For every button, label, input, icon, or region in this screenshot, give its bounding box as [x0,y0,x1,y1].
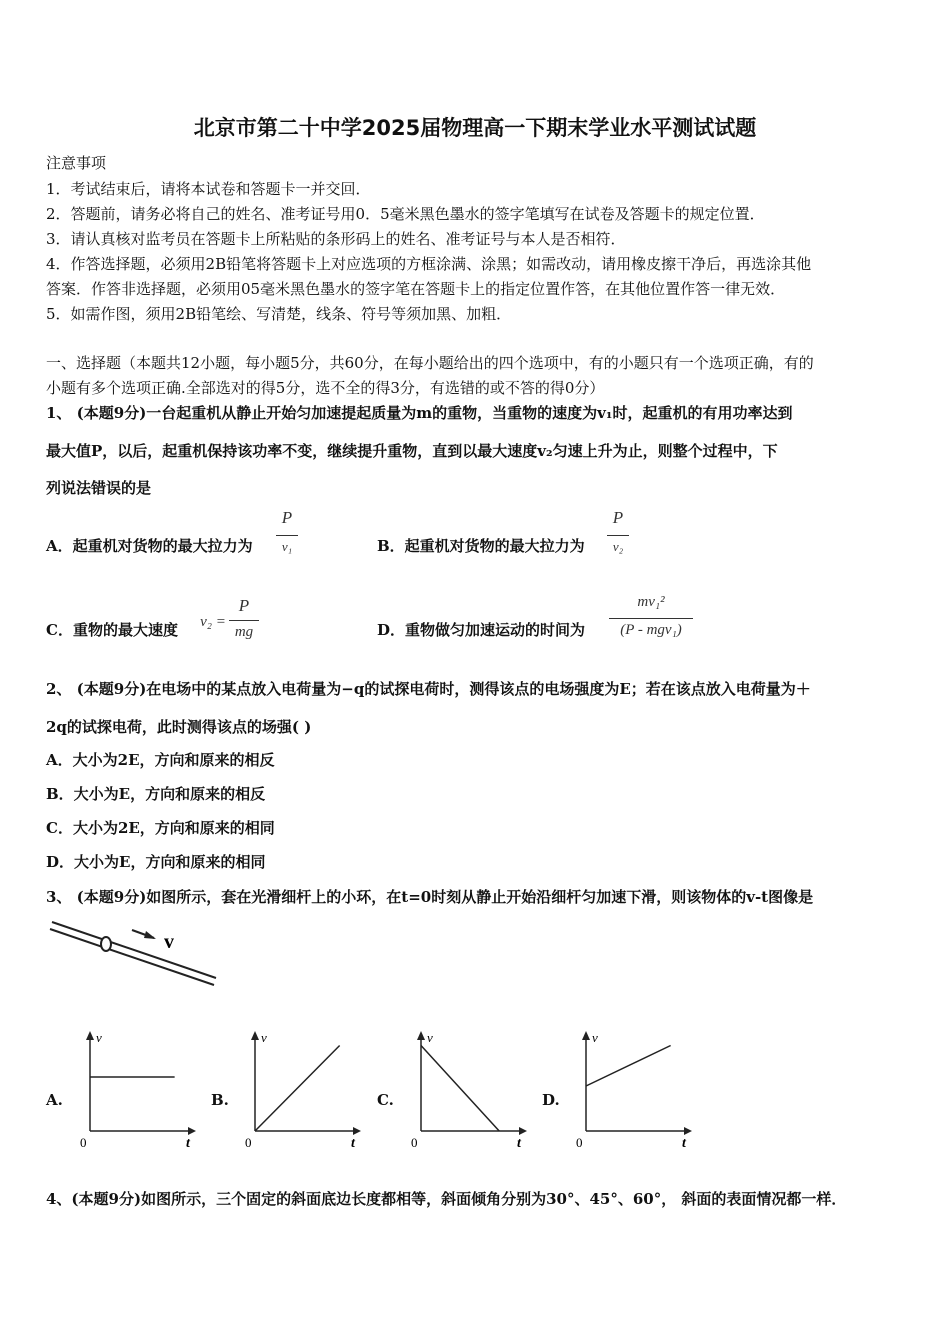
x-axis-arrow-icon [519,1127,527,1135]
section-heading-cont: 小题有多个选项正确.全部选对的得5分，选不全的得3分，有选错的或不答的得0分） [46,379,605,397]
q3-rod-figure [48,918,220,988]
vt-line [421,1046,499,1132]
y-axis-label: v [592,1030,598,1045]
y-axis-arrow-icon [417,1031,425,1040]
q1-stem: 最大值P，以后，起重机保持该功率不变，继续提升重物，直到以最大速度v₂匀速上升为止，则整个过程中，下 [46,442,778,460]
notice-item: 5．如需作图，须用2B铅笔绘、写清楚，线条、符号等须加黑、加粗． [46,305,512,323]
y-axis-arrow-icon [582,1031,590,1040]
x-axis-arrow-icon [353,1127,361,1135]
origin-label: 0 [576,1135,583,1150]
q3-vt-graph [574,1028,694,1150]
notice-item: 1．考试结束后，请将本试卷和答题卡一并交回． [46,180,371,198]
velocity-label: v [164,931,174,953]
y-axis-arrow-icon [86,1031,94,1040]
q1-option-a: A．起重机对货物的最大拉力为 [46,537,253,555]
q3-option-label: A. [46,1091,63,1109]
x-axis-label: t [186,1136,190,1150]
x-axis-arrow-icon [684,1127,692,1135]
origin-label: 0 [411,1135,418,1150]
vt-line [586,1046,671,1087]
x-axis-arrow-icon [188,1127,196,1135]
q1-option-c-lhs: v₂ = [200,614,226,630]
notice-item: 答案．作答非选择题，必须用05毫米黑色墨水的签字笔在答题卡上的指定位置作答，在其他位置作答一律无效． [46,280,786,298]
q3-option-label: C. [377,1091,394,1109]
q1-option-d-fraction: mv₁² (P - mgv₁) [609,594,693,650]
q2-stem: 2q的试探电荷，此时测得该点的场强( ) [46,718,312,736]
x-axis-label: t [682,1136,686,1150]
q1-option-b: B．起重机对货物的最大拉力为 [377,537,585,555]
q4-stem: 4、(本题9分)如图所示，三个固定的斜面底边长度都相等，斜面倾角分别为30°、45°、60°， 斜面的表面情况都一样． [46,1190,847,1208]
q2-option-b: B．大小为E，方向和原来的相反 [46,785,266,803]
q3-option-label: B. [211,1091,229,1109]
section-heading: 一、选择题（本题共12小题，每小题5分，共60分，在每小题给出的四个选项中，有的小题只有一个选项正确，有的 [46,354,814,372]
notice-heading: 注意事项 [46,154,107,172]
x-axis-label: t [517,1136,521,1150]
page-title: 北京市第二十中学2025届物理高一下期末学业水平测试试题 [193,116,757,140]
y-axis-label: v [96,1030,102,1045]
q3-vt-graph [409,1028,529,1150]
q3-stem: 3、 (本题9分)如图所示，套在光滑细杆上的小环，在t=0时刻从静止开始沿细杆匀加速下滑，则该物体的v-t图像是 [46,888,814,906]
origin-label: 0 [245,1135,252,1150]
q1-option-d: D．重物做匀加速运动的时间为 [377,621,586,639]
notice-item: 4．作答选择题，必须用2B铅笔将答题卡上对应选项的方框涂满、涂黑；如需改动，请用橡皮擦干净后，再选涂其他 [46,255,812,273]
q1-option-c: C．重物的最大速度 [46,621,178,639]
q1-option-b-fraction: P v₂ [607,508,629,558]
x-axis-label: t [351,1136,355,1150]
y-axis-arrow-icon [251,1031,259,1040]
q1-stem: 列说法错误的是 [46,479,152,497]
vt-line [255,1046,340,1132]
notice-item: 3．请认真核对监考员在答题卡上所粘贴的条形码上的姓名、准考证号与本人是否相符． [46,230,626,248]
q1-option-a-fraction: P v₁ [276,508,298,558]
q3-vt-graph [243,1028,363,1150]
q2-option-d: D．大小为E，方向和原来的相同 [46,853,266,871]
q2-option-a: A．大小为2E，方向和原来的相反 [46,751,275,769]
q2-stem: 2、 (本题9分)在电场中的某点放入电荷量为−q的试探电荷时，测得该点的电场强度为E；若在该点放入电荷量为＋ [46,680,811,698]
y-axis-label: v [261,1030,267,1045]
q3-vt-graph [78,1028,198,1150]
q1-option-c-fraction: P mg [229,596,259,648]
q2-option-c: C．大小为2E，方向和原来的相同 [46,819,275,837]
origin-label: 0 [80,1135,87,1150]
y-axis-label: v [427,1030,433,1045]
ring-icon [101,937,111,951]
notice-item: 2．答题前，请务必将自己的姓名、准考证号用0．5毫米黑色墨水的签字笔填写在试卷及答题卡的规定位置． [46,205,765,223]
q1-stem: 1、 (本题9分)一台起重机从静止开始匀加速提起质量为m的重物，当重物的速度为v₁时，起重机的有用功率达到 [46,404,793,422]
q3-option-label: D. [542,1091,560,1109]
